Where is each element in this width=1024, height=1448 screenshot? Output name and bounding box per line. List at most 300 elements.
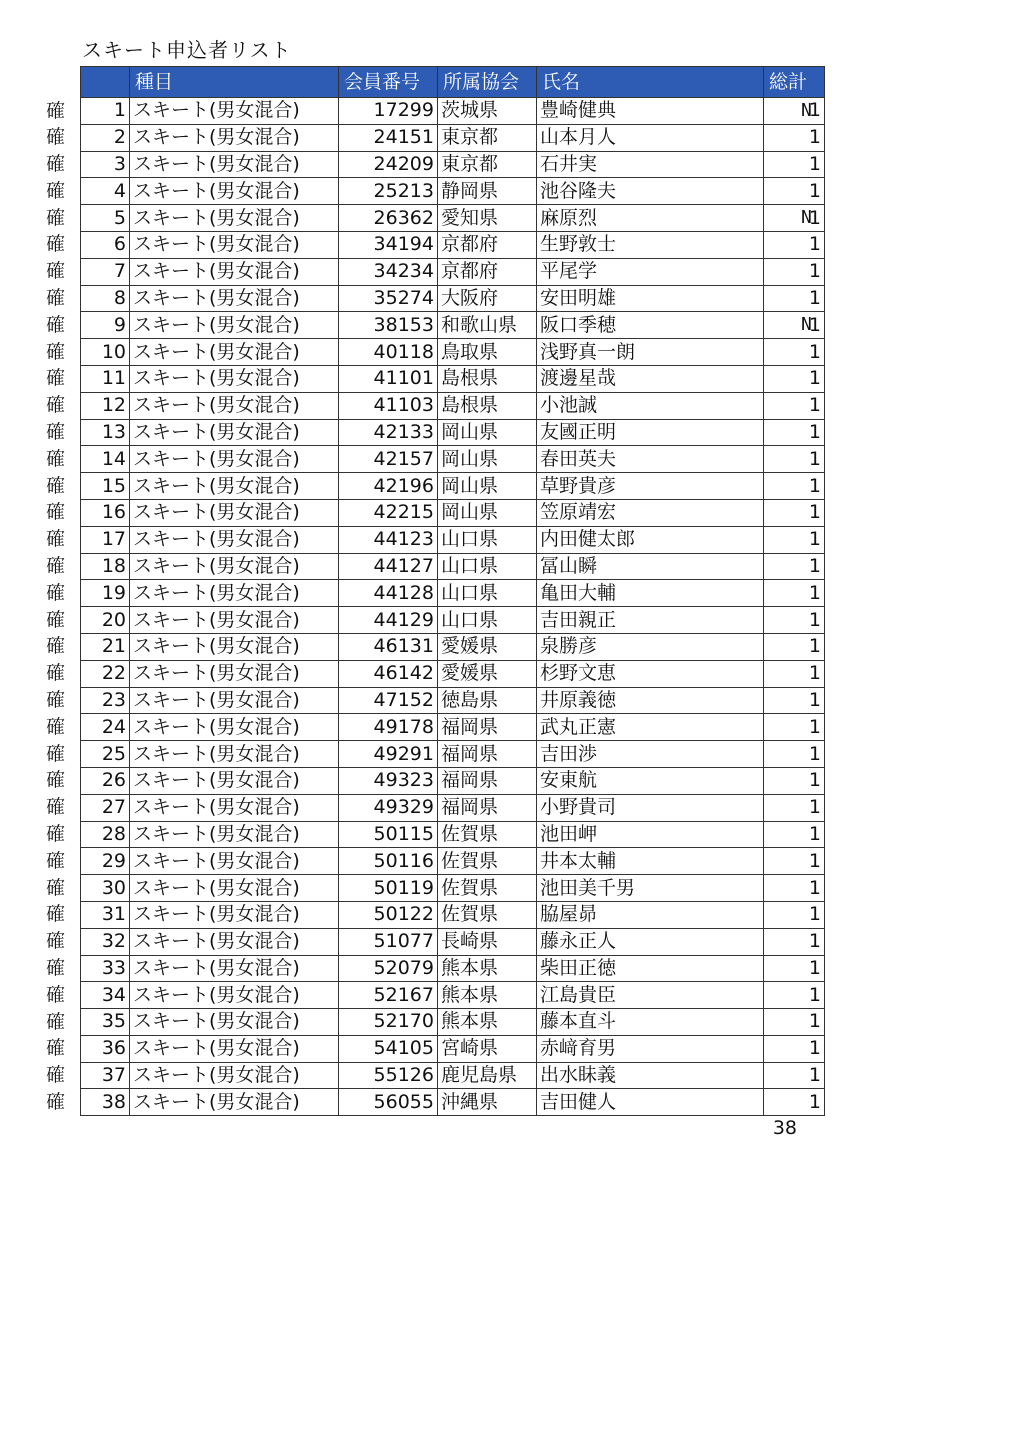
name-cell: 生野敦士 — [537, 231, 764, 258]
row-number: 13 — [81, 419, 130, 446]
event-cell: スキート(男女混合) — [130, 365, 339, 392]
name-cell: 内田健太郎 — [537, 526, 764, 553]
member-number-cell: 51077 — [339, 928, 438, 955]
total-cell: 1 — [764, 1035, 825, 1062]
row-number: 12 — [81, 392, 130, 419]
table-row — [81, 339, 825, 366]
name-cell: 井本太輔 — [537, 848, 764, 875]
member-number-cell: 17299 — [339, 98, 438, 125]
table-row — [81, 473, 825, 500]
table-row — [81, 955, 825, 982]
total-cell: 1 — [764, 660, 825, 687]
event-cell: スキート(男女混合) — [130, 312, 339, 339]
status-mark: 確 — [46, 447, 66, 470]
name-cell: 浅野真一朗 — [537, 339, 764, 366]
association-cell: 島根県 — [438, 365, 537, 392]
table-row — [81, 687, 825, 714]
table-row — [81, 901, 825, 928]
flag-mark: N — [801, 313, 812, 335]
status-mark: 確 — [46, 206, 66, 229]
row-number: 18 — [81, 553, 130, 580]
status-mark: 確 — [46, 126, 66, 149]
member-number-cell: 40118 — [339, 339, 438, 366]
total-cell: 1 — [764, 607, 825, 634]
table-row — [81, 151, 825, 178]
event-cell: スキート(男女混合) — [130, 687, 339, 714]
member-number-cell: 49291 — [339, 741, 438, 768]
member-number-cell: 42215 — [339, 499, 438, 526]
association-cell: 鳥取県 — [438, 339, 537, 366]
name-cell: 麻原烈 — [537, 205, 764, 232]
row-number: 4 — [81, 178, 130, 205]
status-mark: 確 — [46, 796, 66, 819]
total-cell: 1 — [764, 1062, 825, 1089]
table-row — [81, 982, 825, 1009]
name-cell: 安東航 — [537, 767, 764, 794]
row-number: 21 — [81, 633, 130, 660]
name-cell: 平尾学 — [537, 258, 764, 285]
row-number: 33 — [81, 955, 130, 982]
name-cell: 杉野文恵 — [537, 660, 764, 687]
table-row — [81, 312, 825, 339]
table-row — [81, 660, 825, 687]
table-row — [81, 875, 825, 902]
table-row — [81, 607, 825, 634]
total-cell: 1 — [764, 339, 825, 366]
table-row — [81, 285, 825, 312]
status-mark: 確 — [46, 662, 66, 685]
event-cell: スキート(男女混合) — [130, 955, 339, 982]
row-number: 22 — [81, 660, 130, 687]
event-cell: スキート(男女混合) — [130, 419, 339, 446]
total-cell: 1 — [764, 178, 825, 205]
association-cell: 大阪府 — [438, 285, 537, 312]
name-cell: 池谷隆夫 — [537, 178, 764, 205]
member-number-cell: 26362 — [339, 205, 438, 232]
status-mark: 確 — [46, 233, 66, 256]
status-mark: 確 — [46, 153, 66, 176]
total-cell: 1 — [764, 580, 825, 607]
status-mark: 確 — [46, 823, 66, 846]
table-row — [81, 821, 825, 848]
table-row — [81, 928, 825, 955]
event-cell: スキート(男女混合) — [130, 339, 339, 366]
total-cell: 1 — [764, 633, 825, 660]
member-number-cell: 41103 — [339, 392, 438, 419]
row-number: 8 — [81, 285, 130, 312]
total-cell: 1 — [764, 312, 825, 339]
table-row — [81, 124, 825, 151]
status-mark: 確 — [46, 1064, 66, 1087]
table-row — [81, 446, 825, 473]
total-cell: 1 — [764, 714, 825, 741]
total-cell: 1 — [764, 955, 825, 982]
association-cell: 徳島県 — [438, 687, 537, 714]
event-cell: スキート(男女混合) — [130, 205, 339, 232]
row-number: 31 — [81, 901, 130, 928]
event-cell: スキート(男女混合) — [130, 633, 339, 660]
total-cell: 1 — [764, 1089, 825, 1116]
member-number-cell: 46142 — [339, 660, 438, 687]
total-cell: 1 — [764, 794, 825, 821]
association-cell: 山口県 — [438, 607, 537, 634]
applicant-table — [80, 66, 825, 1116]
row-number: 25 — [81, 741, 130, 768]
member-number-cell: 38153 — [339, 312, 438, 339]
total-cell: 1 — [764, 124, 825, 151]
header-event: 種目 — [130, 67, 339, 98]
event-cell: スキート(男女混合) — [130, 98, 339, 125]
name-cell: 阪口季穂 — [537, 312, 764, 339]
member-number-cell: 50119 — [339, 875, 438, 902]
row-number: 3 — [81, 151, 130, 178]
status-mark: 確 — [46, 501, 66, 524]
name-cell: 笠原靖宏 — [537, 499, 764, 526]
association-cell: 山口県 — [438, 580, 537, 607]
total-cell: 1 — [764, 901, 825, 928]
association-cell: 東京都 — [438, 124, 537, 151]
name-cell: 井原義徳 — [537, 687, 764, 714]
name-cell: 友國正明 — [537, 419, 764, 446]
event-cell: スキート(男女混合) — [130, 982, 339, 1009]
total-cell: 1 — [764, 553, 825, 580]
status-mark: 確 — [46, 99, 66, 122]
association-cell: 岡山県 — [438, 446, 537, 473]
association-cell: 愛媛県 — [438, 660, 537, 687]
association-cell: 島根県 — [438, 392, 537, 419]
member-number-cell: 49178 — [339, 714, 438, 741]
name-cell: 柴田正徳 — [537, 955, 764, 982]
event-cell: スキート(男女混合) — [130, 392, 339, 419]
member-number-cell: 50116 — [339, 848, 438, 875]
member-number-cell: 50122 — [339, 901, 438, 928]
status-mark: 確 — [46, 179, 66, 202]
event-cell: スキート(男女混合) — [130, 553, 339, 580]
member-number-cell: 42196 — [339, 473, 438, 500]
name-cell: 藤永正人 — [537, 928, 764, 955]
row-number: 28 — [81, 821, 130, 848]
member-number-cell: 44128 — [339, 580, 438, 607]
row-number: 20 — [81, 607, 130, 634]
status-mark: 確 — [46, 287, 66, 310]
table-row — [81, 419, 825, 446]
table-row — [81, 1009, 825, 1036]
association-cell: 福岡県 — [438, 741, 537, 768]
name-cell: 脇屋昴 — [537, 901, 764, 928]
event-cell: スキート(男女混合) — [130, 285, 339, 312]
row-number: 11 — [81, 365, 130, 392]
row-number: 5 — [81, 205, 130, 232]
row-number: 23 — [81, 687, 130, 714]
header-number — [81, 67, 130, 98]
member-number-cell: 24151 — [339, 124, 438, 151]
event-cell: スキート(男女混合) — [130, 928, 339, 955]
name-cell: 渡邊星哉 — [537, 365, 764, 392]
status-mark: 確 — [46, 474, 66, 497]
row-number: 29 — [81, 848, 130, 875]
table-row — [81, 553, 825, 580]
event-cell: スキート(男女混合) — [130, 1035, 339, 1062]
table-row — [81, 499, 825, 526]
event-cell: スキート(男女混合) — [130, 446, 339, 473]
member-number-cell: 44123 — [339, 526, 438, 553]
table-row — [81, 848, 825, 875]
association-cell: 岡山県 — [438, 473, 537, 500]
member-number-cell: 42133 — [339, 419, 438, 446]
status-mark: 確 — [46, 260, 66, 283]
status-mark: 確 — [46, 957, 66, 979]
event-cell: スキート(男女混合) — [130, 1009, 339, 1036]
status-mark: 確 — [46, 367, 66, 390]
member-number-cell: 25213 — [339, 178, 438, 205]
table-row — [81, 633, 825, 660]
table-row — [81, 526, 825, 553]
status-mark: 確 — [46, 313, 66, 336]
member-number-cell: 34234 — [339, 258, 438, 285]
table-row — [81, 767, 825, 794]
event-cell: スキート(男女混合) — [130, 526, 339, 553]
name-cell: 武丸正憲 — [537, 714, 764, 741]
status-mark: 確 — [46, 1090, 66, 1113]
name-cell: 草野貴彦 — [537, 473, 764, 500]
event-cell: スキート(男女混合) — [130, 258, 339, 285]
header-association: 所属協会 — [438, 67, 537, 98]
flag-mark: N — [801, 206, 812, 228]
row-number: 26 — [81, 767, 130, 794]
table-body — [81, 98, 825, 1116]
name-cell: 吉田親正 — [537, 607, 764, 634]
event-cell: スキート(男女混合) — [130, 124, 339, 151]
table-row — [81, 741, 825, 768]
total-cell: 1 — [764, 473, 825, 500]
name-cell: 亀田大輔 — [537, 580, 764, 607]
association-cell: 熊本県 — [438, 982, 537, 1009]
status-mark: 確 — [46, 715, 66, 738]
flag-mark: N — [801, 99, 812, 121]
total-cell: 1 — [764, 258, 825, 285]
association-cell: 佐賀県 — [438, 821, 537, 848]
row-number: 35 — [81, 1009, 130, 1036]
association-cell: 岡山県 — [438, 419, 537, 446]
row-number: 16 — [81, 499, 130, 526]
name-cell: 泉勝彦 — [537, 633, 764, 660]
status-mark: 確 — [46, 421, 66, 444]
status-mark: 確 — [46, 340, 66, 363]
grand-total: 38 — [772, 1117, 797, 1139]
event-cell: スキート(男女混合) — [130, 767, 339, 794]
name-cell: 春田英夫 — [537, 446, 764, 473]
table-row — [81, 178, 825, 205]
member-number-cell: 46131 — [339, 633, 438, 660]
association-cell: 沖縄県 — [438, 1089, 537, 1116]
row-number: 27 — [81, 794, 130, 821]
status-mark: 確 — [46, 742, 66, 765]
association-cell: 佐賀県 — [438, 901, 537, 928]
row-number: 38 — [81, 1089, 130, 1116]
status-mark: 確 — [46, 876, 66, 899]
association-cell: 熊本県 — [438, 1009, 537, 1036]
total-cell: 1 — [764, 928, 825, 955]
header-name: 氏名 — [537, 67, 764, 98]
association-cell: 熊本県 — [438, 955, 537, 982]
row-number: 34 — [81, 982, 130, 1009]
status-mark: 確 — [46, 849, 66, 872]
member-number-cell: 42157 — [339, 446, 438, 473]
total-cell: 1 — [764, 821, 825, 848]
name-cell: 藤本直斗 — [537, 1009, 764, 1036]
event-cell: スキート(男女混合) — [130, 1062, 339, 1089]
document-title: スキート申込者リスト — [82, 38, 292, 62]
total-cell: 1 — [764, 365, 825, 392]
association-cell: 東京都 — [438, 151, 537, 178]
table-row — [81, 580, 825, 607]
table-row — [81, 258, 825, 285]
total-cell: 1 — [764, 767, 825, 794]
total-cell: 1 — [764, 392, 825, 419]
total-cell: 1 — [764, 499, 825, 526]
name-cell: 小池誠 — [537, 392, 764, 419]
member-number-cell: 49329 — [339, 794, 438, 821]
member-number-cell: 56055 — [339, 1089, 438, 1116]
association-cell: 山口県 — [438, 526, 537, 553]
member-number-cell: 41101 — [339, 365, 438, 392]
status-mark: 確 — [46, 528, 66, 551]
member-number-cell: 34194 — [339, 231, 438, 258]
row-number: 7 — [81, 258, 130, 285]
total-cell: 1 — [764, 687, 825, 714]
member-number-cell: 55126 — [339, 1062, 438, 1089]
member-number-cell: 52167 — [339, 982, 438, 1009]
row-number: 30 — [81, 875, 130, 902]
event-cell: スキート(男女混合) — [130, 178, 339, 205]
total-cell: 1 — [764, 231, 825, 258]
name-cell: 池田岬 — [537, 821, 764, 848]
table-row — [81, 365, 825, 392]
total-cell: 1 — [764, 419, 825, 446]
name-cell: 石井実 — [537, 151, 764, 178]
status-mark: 確 — [46, 1037, 66, 1060]
table-header-row — [81, 67, 825, 98]
total-cell: 1 — [764, 526, 825, 553]
status-mark: 確 — [46, 930, 66, 953]
association-cell: 静岡県 — [438, 178, 537, 205]
table-row — [81, 714, 825, 741]
row-number: 37 — [81, 1062, 130, 1089]
row-number: 19 — [81, 580, 130, 607]
name-cell: 豊崎健典 — [537, 98, 764, 125]
name-cell: 冨山瞬 — [537, 553, 764, 580]
event-cell: スキート(男女混合) — [130, 607, 339, 634]
table-row — [81, 1062, 825, 1089]
name-cell: 山本月人 — [537, 124, 764, 151]
status-mark: 確 — [46, 1010, 66, 1033]
row-number: 32 — [81, 928, 130, 955]
total-cell: 1 — [764, 205, 825, 232]
status-mark: 確 — [46, 635, 66, 658]
status-mark: 確 — [46, 608, 66, 631]
member-number-cell: 52170 — [339, 1009, 438, 1036]
event-cell: スキート(男女混合) — [130, 499, 339, 526]
status-mark: 確 — [46, 555, 66, 578]
event-cell: スキート(男女混合) — [130, 1089, 339, 1116]
association-cell: 福岡県 — [438, 767, 537, 794]
header-member-number: 会員番号 — [339, 67, 438, 98]
event-cell: スキート(男女混合) — [130, 794, 339, 821]
association-cell: 福岡県 — [438, 794, 537, 821]
event-cell: スキート(男女混合) — [130, 473, 339, 500]
row-number: 10 — [81, 339, 130, 366]
association-cell: 愛知県 — [438, 205, 537, 232]
association-cell: 京都府 — [438, 258, 537, 285]
status-mark: 確 — [46, 689, 66, 712]
member-number-cell: 54105 — [339, 1035, 438, 1062]
name-cell: 吉田健人 — [537, 1089, 764, 1116]
total-cell: 1 — [764, 848, 825, 875]
association-cell: 京都府 — [438, 231, 537, 258]
association-cell: 岡山県 — [438, 499, 537, 526]
table-row — [81, 231, 825, 258]
name-cell: 出水眛義 — [537, 1062, 764, 1089]
total-cell: 1 — [764, 446, 825, 473]
association-cell: 佐賀県 — [438, 848, 537, 875]
event-cell: スキート(男女混合) — [130, 151, 339, 178]
event-cell: スキート(男女混合) — [130, 660, 339, 687]
name-cell: 赤﨑育男 — [537, 1035, 764, 1062]
association-cell: 宮崎県 — [438, 1035, 537, 1062]
total-cell: 1 — [764, 982, 825, 1009]
total-cell: 1 — [764, 98, 825, 125]
status-mark: 確 — [46, 769, 66, 792]
association-cell: 山口県 — [438, 553, 537, 580]
row-number: 17 — [81, 526, 130, 553]
row-number: 1 — [81, 98, 130, 125]
name-cell: 小野貴司 — [537, 794, 764, 821]
total-cell: 1 — [764, 741, 825, 768]
table-row — [81, 392, 825, 419]
row-number: 6 — [81, 231, 130, 258]
association-cell: 佐賀県 — [438, 875, 537, 902]
event-cell: スキート(男女混合) — [130, 580, 339, 607]
member-number-cell: 50115 — [339, 821, 438, 848]
member-number-cell: 49323 — [339, 767, 438, 794]
row-number: 14 — [81, 446, 130, 473]
association-cell: 茨城県 — [438, 98, 537, 125]
association-cell: 愛媛県 — [438, 633, 537, 660]
event-cell: スキート(男女混合) — [130, 848, 339, 875]
event-cell: スキート(男女混合) — [130, 714, 339, 741]
total-cell: 1 — [764, 875, 825, 902]
table-row — [81, 1035, 825, 1062]
association-cell: 長崎県 — [438, 928, 537, 955]
event-cell: スキート(男女混合) — [130, 741, 339, 768]
member-number-cell: 44127 — [339, 553, 438, 580]
row-number: 24 — [81, 714, 130, 741]
status-mark: 確 — [46, 903, 66, 926]
row-number: 36 — [81, 1035, 130, 1062]
name-cell: 吉田渉 — [537, 741, 764, 768]
name-cell: 安田明雄 — [537, 285, 764, 312]
total-cell: 1 — [764, 151, 825, 178]
event-cell: スキート(男女混合) — [130, 231, 339, 258]
member-number-cell: 35274 — [339, 285, 438, 312]
name-cell: 江島貴臣 — [537, 982, 764, 1009]
association-cell: 鹿児島県 — [438, 1062, 537, 1089]
member-number-cell: 47152 — [339, 687, 438, 714]
table-row — [81, 205, 825, 232]
association-cell: 和歌山県 — [438, 312, 537, 339]
total-cell: 1 — [764, 1009, 825, 1036]
member-number-cell: 52079 — [339, 955, 438, 982]
